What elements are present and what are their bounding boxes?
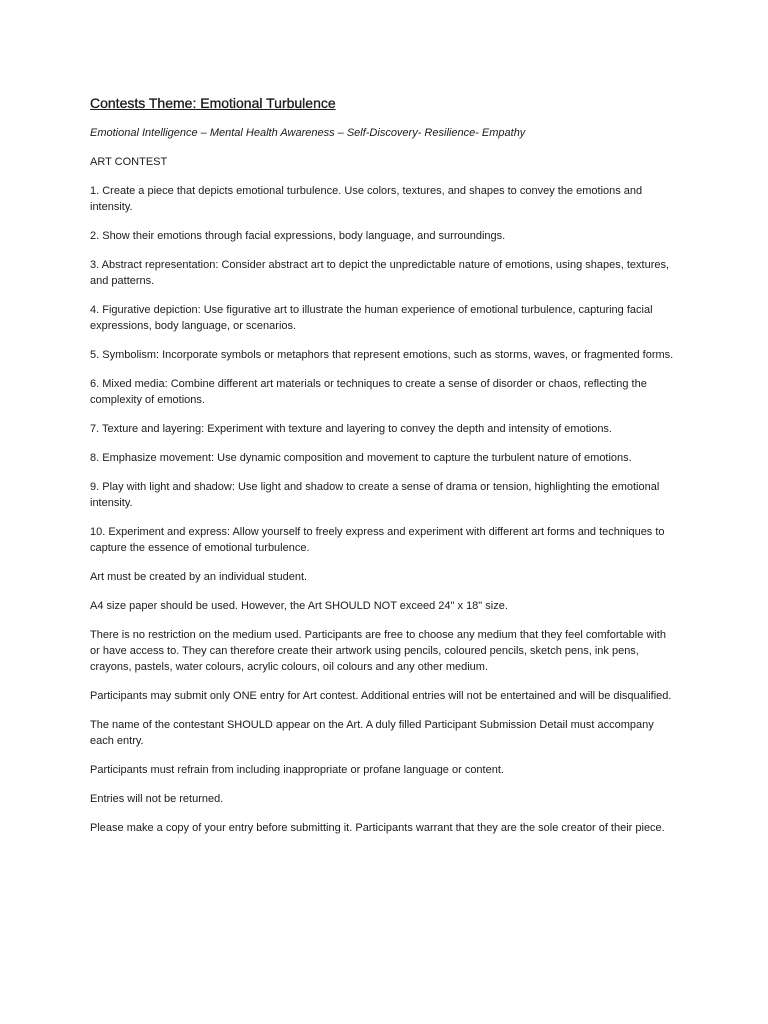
theme-keywords: Emotional Intelligence – Mental Health Awareness – Self-Discovery- Resilience- Empathy [90,127,526,139]
guideline-9: 9. Play with light and shadow: Use light and shadow to create a sense of drama or tension, highlighting the emotional intensity. [90,481,660,509]
guideline-10: 10. Experiment and express: Allow yourself to freely express and experiment with different art forms and techniques to capture the essence of emotional turbulence. [90,526,665,554]
rule-one-entry: Participants may submit only ONE entry for Art contest. Additional entries will not be entertained and will be disqualified. [90,690,672,702]
guideline-1: 1. Create a piece that depicts emotional turbulence. Use colors, textures, and shapes to convey the emotions and intensity. [90,185,643,213]
guideline-6: 6. Mixed media: Combine different art materials or techniques to create a sense of disorder or chaos, reflecting the complexity of emotions. [90,378,647,406]
rule-name-on-art: The name of the contestant SHOULD appear on the Art. A duly filled Participant Submission Detail must accompany each entry. [90,719,654,747]
rule-copy: Please make a copy of your entry before submitting it. Participants warrant that they are the sole creator of their piece. [90,822,665,834]
guideline-2: 2. Show their emotions through facial expressions, body language, and surroundings. [90,230,506,242]
page-title: Contests Theme: Emotional Turbulence [90,95,336,111]
guideline-7: 7. Texture and layering: Experiment with texture and layering to convey the depth and intensity of emotions. [90,423,612,435]
rule-paper-size: A4 size paper should be used. However, the Art SHOULD NOT exceed 24" x 18" size. [90,600,508,612]
rule-content: Participants must refrain from including inappropriate or profane language or content. [90,764,504,776]
paragraph-list [90,183,676,836]
guideline-5: 5. Symbolism: Incorporate symbols or metaphors that represent emotions, such as storms, waves, or fragmented forms. [90,349,674,361]
rule-returns: Entries will not be returned. [90,793,224,805]
rule-individual: Art must be created by an individual student. [90,571,308,583]
section-heading: ART CONTEST [90,156,168,168]
rule-medium: There is no restriction on the medium used. Participants are free to choose any medium that they feel comfortable with or have access to. They can therefore create their artwork using pencils, coloured pencils, sketch pens, ink pens, crayons, pastels, water colours, acrylic colours, oil colours and any other medium. [90,629,666,673]
guideline-4: 4. Figurative depiction: Use figurative art to illustrate the human experience of emotional turbulence, capturing facial expressions, body language, or scenarios. [90,304,653,332]
guideline-8: 8. Emphasize movement: Use dynamic composition and movement to capture the turbulent nature of emotions. [90,452,632,464]
guideline-3: 3. Abstract representation: Consider abstract art to depict the unpredictable nature of emotions, using shapes, textures, and patterns. [90,259,670,287]
